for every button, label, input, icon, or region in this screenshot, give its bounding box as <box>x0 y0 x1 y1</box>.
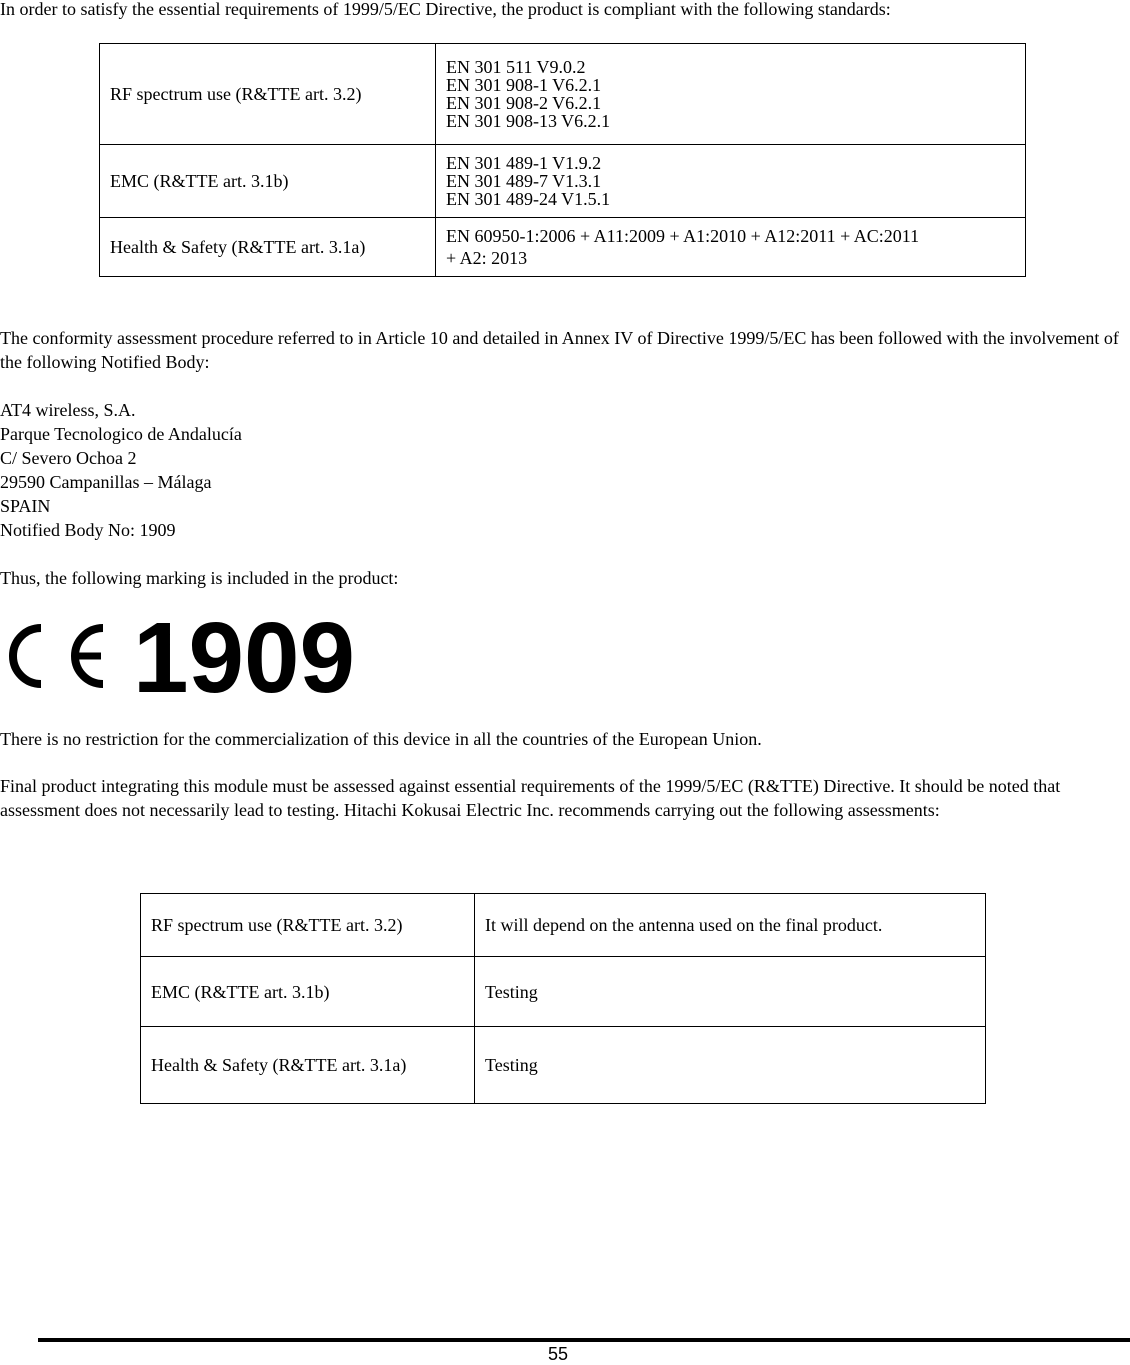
footer-divider <box>38 1338 1130 1342</box>
category-cell: Health & Safety (R&TTE art. 3.1a) <box>100 218 436 277</box>
category-cell: RF spectrum use (R&TTE art. 3.2) <box>141 894 475 957</box>
standards-table <box>99 43 1026 277</box>
table-row <box>100 145 1026 218</box>
standard-line: EN 301 489-7 V1.3.1 <box>446 171 602 191</box>
category-cell: EMC (R&TTE art. 3.1b) <box>100 145 436 218</box>
table-row <box>141 957 986 1027</box>
assessment-table <box>140 893 986 1104</box>
intro-text: In order to satisfy the essential requirements of 1999/5/EC Directive, the product is compliant with the following standards: <box>0 0 891 19</box>
conformity-paragraph: The conformity assessment procedure referred to in Article 10 and detailed in Annex IV of Directive 1999/5/EC has been followed with the involvement of the following Notified Body: <box>0 328 1119 372</box>
notified-body-address: 29590 Campanillas – Málaga <box>0 472 212 492</box>
standard-line: EN 301 908-2 V6.2.1 <box>446 93 602 113</box>
standard-line: + A2: 2013 <box>446 248 528 268</box>
standard-line: EN 301 511 V9.0.2 <box>446 57 586 77</box>
category-cell: EMC (R&TTE art. 3.1b) <box>141 957 475 1027</box>
standard-line: EN 60950-1:2006 + A11:2009 + A1:2010 + A12:2011 + AC:2011 <box>446 226 920 246</box>
notified-body-name: AT4 wireless, S.A. <box>0 400 136 420</box>
standard-line: EN 301 908-1 V6.2.1 <box>446 75 602 95</box>
notified-body-number: Notified Body No: 1909 <box>0 520 176 540</box>
ce-mark-logo <box>0 608 360 700</box>
notified-body-address: C/ Severo Ochoa 2 <box>0 448 137 468</box>
restriction-text: There is no restriction for the commercialization of this device in all the countries of the European Union. <box>0 729 762 749</box>
assessment-cell: Testing <box>475 1027 986 1104</box>
standards-cell <box>436 218 1026 277</box>
ce-c-letter <box>13 628 41 684</box>
standards-cell <box>436 145 1026 218</box>
page-number: 55 <box>547 1344 569 1364</box>
category-cell: RF spectrum use (R&TTE art. 3.2) <box>100 44 436 145</box>
notified-body-country: SPAIN <box>0 496 51 516</box>
table-row <box>141 1027 986 1104</box>
table-row <box>141 894 986 957</box>
final-product-paragraph: Final product integrating this module must be assessed against essential requirements of the 1999/5/EC (R&TTE) Directive. It should be noted that assessment does not necessarily lead to testing. Hitachi Kokusai Electric Inc. recommends carrying out the following assessments: <box>0 776 1061 820</box>
standards-cell <box>436 44 1026 145</box>
category-cell: Health & Safety (R&TTE art. 3.1a) <box>141 1027 475 1104</box>
marking-text: Thus, the following marking is included in the product: <box>0 568 399 588</box>
standard-line: EN 301 489-1 V1.9.2 <box>446 153 602 173</box>
table-row <box>100 44 1026 145</box>
notified-body-address: Parque Tecnologico de Andalucía <box>0 424 242 444</box>
table-row <box>100 218 1026 277</box>
standard-line: EN 301 908-13 V6.2.1 <box>446 111 611 131</box>
ce-mark-number: 1909 <box>133 608 355 700</box>
assessment-cell: It will depend on the antenna used on the final product. <box>475 894 986 957</box>
standard-line: EN 301 489-24 V1.5.1 <box>446 189 611 209</box>
assessment-cell: Testing <box>475 957 986 1027</box>
